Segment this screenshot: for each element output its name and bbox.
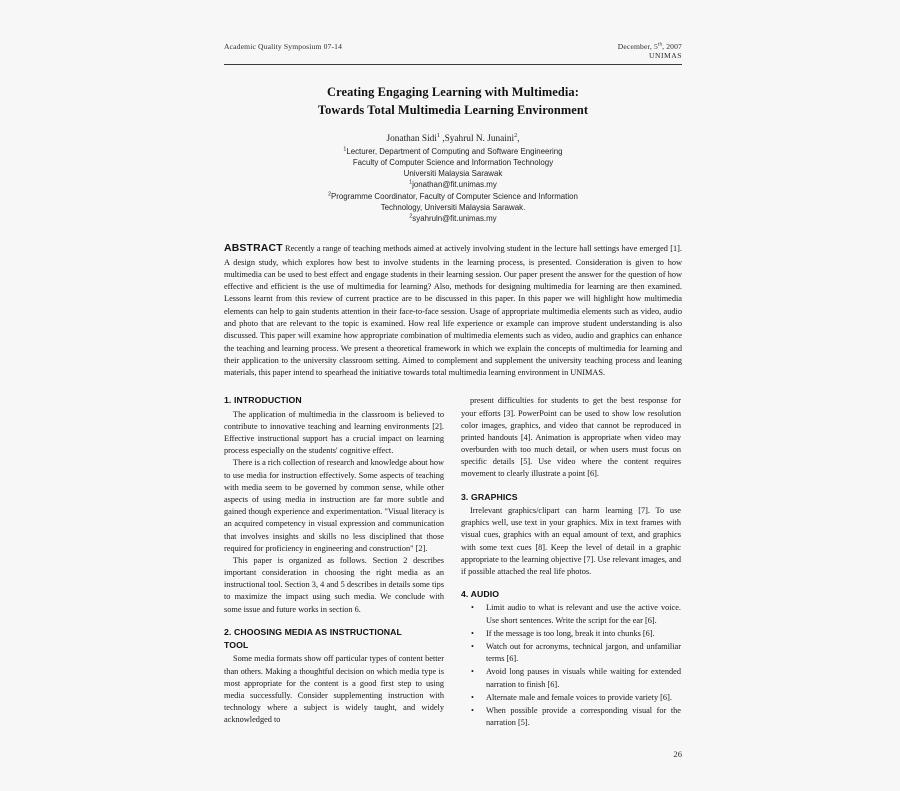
list-item [471,666,681,690]
list-item-text: Limit audio to what is relevant and use the active voice. Use short sentences. Write the script for the ear [6]. [486,603,681,625]
abstract-label: ABSTRACT [224,243,283,255]
header-date [618,42,682,51]
affiliation-2-text: Programme Coordinator, Faculty of Computer Science and Information [330,191,578,201]
author-1-email: jonathan@fit.unimas.my [412,180,497,190]
bullet-icon: • [471,628,474,638]
list-item-text: If the message is too long, break it into chunks [6]. [486,628,655,638]
intro-paragraph-2: There is a rich collection of research and knowledge about how to use media for instruction effectively. Some aspects of teaching with media seem to be governed by common sense, while other aspects of using media in instruction are far more subtle and gained though experience and experimentation. "Visual literacy is an acquired competency in visual expression and communication that involves insights and skills no less disciplined that those required for proficiency in engineering and construction" [2]. [224,458,444,553]
list-item-text: Watch out for acronyms, technical jargon, and unfamiliar terms [6]. [486,641,681,664]
author-1-marker: 1 [436,133,440,140]
author-2-name: Syahrul N. Junaini [444,134,515,145]
bullet-icon: • [471,641,474,651]
graphics-paragraph-1: Irrelevant graphics/clipart can harm learning [7]. To use graphics well, use text in your graphics. Mix in text frames with visual cues, graphics with an equal amount of text, and graphics with some text cues [8]. Keep the level of detail in a graphic appropriate to the learning objective [7]. Use relevant images, and if possible attached the real life photos. [461,505,681,576]
list-item-text: Avoid long pauses in visuals while waiting for extended narration to finish [6]. [486,667,681,689]
list-item-text: Alternate male and female voices to provide variety [6]. [486,692,672,702]
header-venue: UNIMAS [649,51,682,61]
author-separator: , [439,134,445,145]
list-item [471,641,681,665]
affiliation-2-line-1 [224,191,682,202]
bullet-icon: • [471,692,474,702]
author-1-email-marker: 1 [409,179,413,186]
intro-paragraph-3: This paper is organized as follows. Section 2 describes important consideration in choosing the right media as an instructional tool. Section 3, 4 and 5 describes in details some tips to maximize the impact using such media. We conclude with some issue and future works in section 6. [224,555,444,614]
right-column [461,395,681,730]
list-item-text: When possible provide a corresponding visual for the narration [5]. [486,705,681,728]
affiliation-1-line-2: Faculty of Computer Science and Information Technology [352,157,554,167]
author-2-marker: 2 [514,133,518,140]
page-number: 26 [673,749,682,759]
header-date-prefix: December, 5 [617,42,658,51]
section-heading-graphics: 3. GRAPHICS [461,491,518,502]
author-names [224,133,682,146]
authors-block [224,133,682,224]
page-title-line-1: Creating Engaging Learning with Multimedia: [327,84,579,99]
list-item [471,692,681,704]
header-divider [224,64,682,65]
bullet-icon: • [471,667,474,677]
section-heading-choosing-media-line-2: TOOL [224,640,249,651]
header-date-suffix: , 2007 [662,42,682,51]
running-head-right [618,42,682,61]
affiliation-1-line-1 [224,146,682,157]
list-item [471,628,681,640]
author-1-email-line [224,179,682,190]
section-heading-audio: 4. AUDIO [461,589,500,600]
author-2-email-line [224,213,682,224]
list-item [471,705,681,729]
running-head-left: Academic Quality Symposium 07-14 [224,42,343,51]
header-date-ordinal: th [657,42,663,48]
abstract-block [224,241,682,379]
intro-paragraph-1: The application of multimedia in the classroom is believed to contribute to innovative teaching and learning environments [2]. Effective instructional support has a crucial impact on learning process especially on the students' cognitive effect. [224,409,444,456]
author-names-trailing: , [517,134,520,145]
bullet-icon: • [471,603,474,613]
page-title-line-2: Towards Total Multimedia Learning Environment [317,102,589,117]
author-2-email-marker: 2 [409,213,413,220]
section-heading-introduction: 1. INTRODUCTION [224,395,302,406]
affiliation-1-marker: 1 [343,146,347,153]
bullet-icon: • [471,705,474,715]
abstract-text: Recently a range of teaching methods aimed at actively involving student in the lecture hall settings have emerged [1]. A design study, which explores how best to involve students in the learning process, is presented. Consideration is given to how multimedia can be used to best effect and engage students in their learning session. Our paper present the answer for the question of how effective and efficient is the use of multimedia for learning? Also, methods for designing multimedia for learning are then examined. Lessons learnt from this review of current practice are to be discussed in this paper. In this paper we will highlight how multimedia elements can help to gain students attention in their face-to-face session. Usage of appropriate multimedia elements such as video, audio and photo that are relevant to the topic is examined. How real life experience or example can improve student understanding is also discussed. This paper will examine how appropriate combination of multimedia elements such as video, audio and graphics can enhance the teaching and learning process. We present a theoretical framework in which we explain the concepts of multimedia for learning and their application to the university classroom setting. Aimed to complement and supplement the university teaching process and leaning materials, this paper intend to spearhead the initiative towards total multimedia learning environment in UNIMAS. [224,244,682,378]
audio-guidelines-list [461,602,681,729]
section-heading-choosing-media-line-1: 2. CHOOSING MEDIA AS INSTRUCTIONAL [224,626,402,637]
choosing-media-paragraph-continued: present difficulties for students to get the best response for your efforts [3]. PowerPoint can be used to show low resolution color images, graphics, and video that cannot be reproduced in printed handouts [4]. Animation is appropriate when video may overburden with too much detail, or when users must focus on specific details [5]. Use video where the content requires movement to clearly illustrate a point [6]. [461,396,681,479]
author-2-email: syahruln@fit.unimas.my [412,214,497,224]
choosing-media-paragraph-1: Some media formats show off particular types of content better than others. Making a thoughtful decision on which media type is most appropriate for the content is a good first step to using media successfully. Consider supplementing instruction with technology where a subject is widely taught, and widely acknowledged to [224,654,444,725]
left-column [224,395,444,730]
author-1-name: Jonathan Sidi [386,134,437,145]
two-column-body [224,395,682,730]
title-block [224,84,682,119]
running-head [224,42,682,61]
page-content [224,42,682,759]
affiliation-1-text: Lecturer, Department of Computing and Software Engineering [346,146,563,156]
affiliation-2-marker: 2 [328,190,331,197]
list-item [471,602,681,626]
affiliation-1-line-3: Universiti Malaysia Sarawak [403,169,503,179]
affiliation-2-line-2: Technology, Universiti Malaysia Sarawak. [380,202,526,212]
